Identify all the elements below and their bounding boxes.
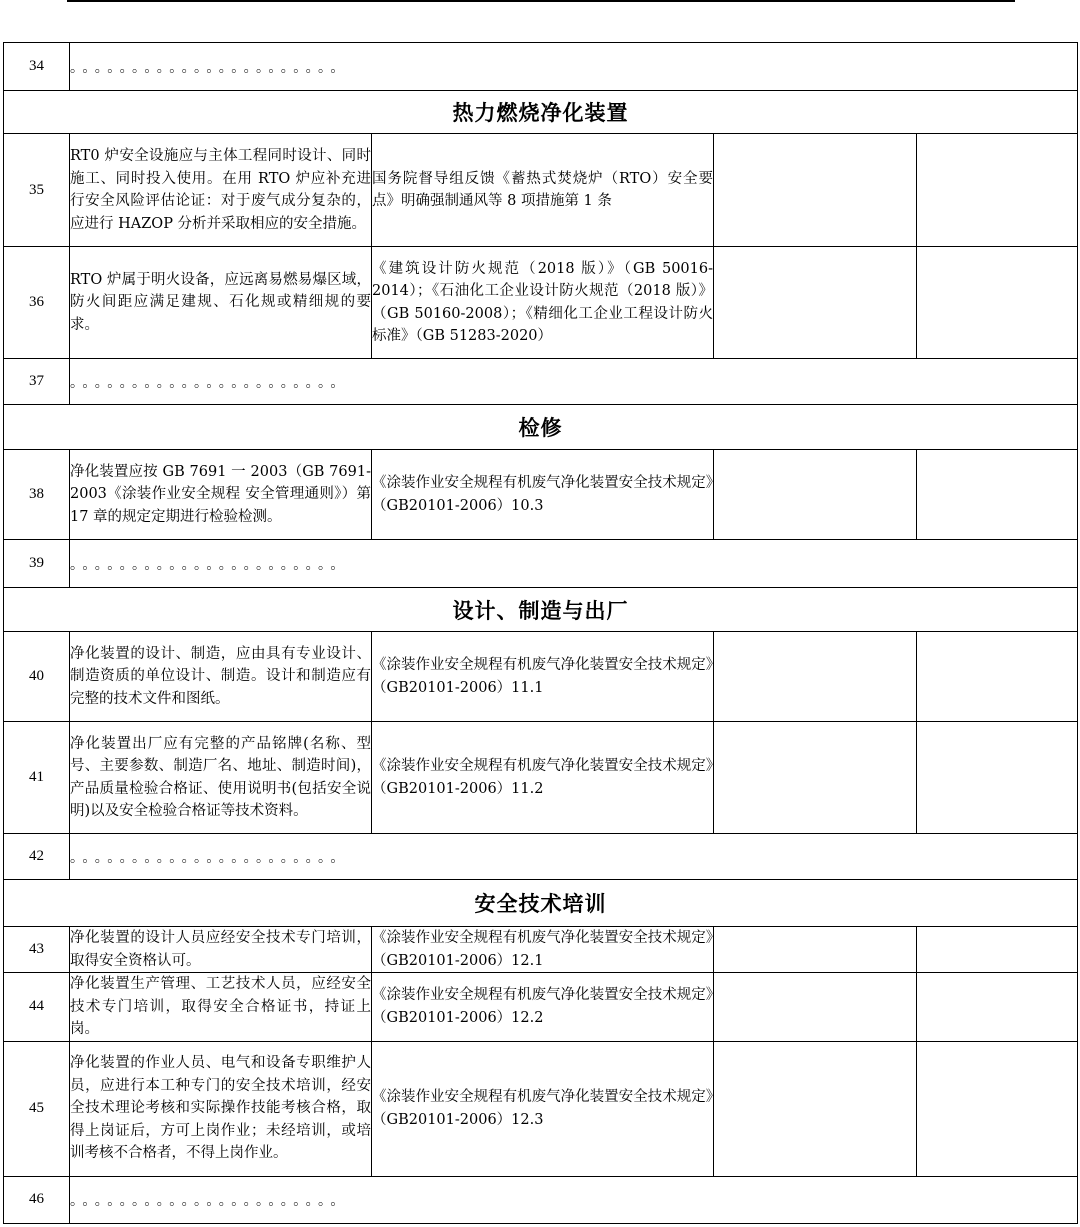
blank-cell bbox=[917, 1041, 1078, 1176]
section-title: 安全技术培训 bbox=[4, 880, 1078, 927]
blank-cell bbox=[714, 247, 917, 359]
row-number: 42 bbox=[4, 834, 70, 880]
table-row bbox=[4, 1176, 1078, 1223]
table-row bbox=[4, 359, 1078, 405]
blank-cell bbox=[714, 450, 917, 540]
requirement-cell: RT0 炉安全设施应与主体工程同时设计、同时施工、同时投入使用。在用 RTO 炉应补充进行安全风险评估论证：对于废气成分复杂的，应进行 HAZOP 分析并采取相应的安全措施。 bbox=[70, 134, 372, 247]
section-title: 热力燃烧净化装置 bbox=[4, 91, 1078, 134]
table-row bbox=[4, 247, 1078, 359]
blank-cell bbox=[917, 927, 1078, 973]
blank-cell bbox=[714, 632, 917, 722]
table-row bbox=[4, 632, 1078, 722]
blank-cell bbox=[917, 450, 1078, 540]
row-number: 44 bbox=[4, 973, 70, 1042]
blank-cell bbox=[714, 973, 917, 1042]
table-row bbox=[4, 43, 1078, 91]
row-number: 46 bbox=[4, 1176, 70, 1223]
ellipsis-row-text: 。。。。。。。。。。。。。。。。。。。。。。 bbox=[70, 540, 1078, 588]
requirement-cell: 净化装置的设计、制造，应由具有专业设计、制造资质的单位设计、制造。设计和制造应有完整的技术文件和图纸。 bbox=[70, 632, 372, 722]
basis-cell: 《涂装作业安全规程有机废气净化装置安全技术规定》（GB20101-2006）10.3 bbox=[372, 450, 714, 540]
row-number: 37 bbox=[4, 359, 70, 405]
ellipsis-row-text: 。。。。。。。。。。。。。。。。。。。。。。 bbox=[70, 834, 1078, 880]
requirement-cell: 净化装置的设计人员应经安全技术专门培训，取得安全资格认可。 bbox=[70, 927, 372, 973]
basis-cell: 《涂装作业安全规程有机废气净化装置安全技术规定》（GB20101-2006）12.1 bbox=[372, 927, 714, 973]
section-header-row bbox=[4, 91, 1078, 134]
ellipsis-row-text: 。。。。。。。。。。。。。。。。。。。。。。 bbox=[70, 359, 1078, 405]
blank-cell bbox=[917, 722, 1078, 834]
section-header-row bbox=[4, 880, 1078, 927]
basis-cell: 《涂装作业安全规程有机废气净化装置安全技术规定》（GB20101-2006）11.2 bbox=[372, 722, 714, 834]
header-rule bbox=[67, 0, 1015, 2]
table-row bbox=[4, 1041, 1078, 1176]
ellipsis-row-text: 。。。。。。。。。。。。。。。。。。。。。。 bbox=[70, 43, 1078, 91]
inspection-table bbox=[3, 42, 1078, 1224]
ellipsis-row-text: 。。。。。。。。。。。。。。。。。。。。。。 bbox=[70, 1176, 1078, 1223]
blank-cell bbox=[714, 1041, 917, 1176]
row-number: 35 bbox=[4, 134, 70, 247]
blank-cell bbox=[714, 927, 917, 973]
blank-cell bbox=[917, 632, 1078, 722]
row-number: 45 bbox=[4, 1041, 70, 1176]
basis-cell: 《建筑设计防火规范（2018 版）》（GB 50016-2014）；《石油化工企业设计防火规范（2018 版）》（GB 50160-2008）；《精细化工企业工程设计防火标准》（GB 51283-2020） bbox=[372, 247, 714, 359]
section-header-row bbox=[4, 405, 1078, 450]
table-row bbox=[4, 450, 1078, 540]
basis-cell: 《涂装作业安全规程有机废气净化装置安全技术规定》（GB20101-2006）12.3 bbox=[372, 1041, 714, 1176]
table-row bbox=[4, 722, 1078, 834]
basis-cell: 《涂装作业安全规程有机废气净化装置安全技术规定》（GB20101-2006）12.2 bbox=[372, 973, 714, 1042]
basis-cell: 《涂装作业安全规程有机废气净化装置安全技术规定》（GB20101-2006）11.1 bbox=[372, 632, 714, 722]
table-row bbox=[4, 540, 1078, 588]
table-row bbox=[4, 834, 1078, 880]
blank-cell bbox=[714, 134, 917, 247]
row-number: 43 bbox=[4, 927, 70, 973]
row-number: 34 bbox=[4, 43, 70, 91]
blank-cell bbox=[917, 247, 1078, 359]
basis-cell: 国务院督导组反馈《蓄热式焚烧炉（RTO）安全要点》明确强制通风等 8 项措施第 1 条 bbox=[372, 134, 714, 247]
section-header-row bbox=[4, 588, 1078, 632]
section-title: 设计、制造与出厂 bbox=[4, 588, 1078, 632]
row-number: 38 bbox=[4, 450, 70, 540]
blank-cell bbox=[714, 722, 917, 834]
blank-cell bbox=[917, 973, 1078, 1042]
requirement-cell: 净化装置出厂应有完整的产品铭牌(名称、型号、主要参数、制造厂名、地址、制造时间)，产品质量检验合格证、使用说明书(包括安全说明)以及安全检验合格证等技术资料。 bbox=[70, 722, 372, 834]
requirement-cell: 净化装置生产管理、工艺技术人员，应经安全技术专门培训，取得安全合格证书，持证上岗。 bbox=[70, 973, 372, 1042]
row-number: 41 bbox=[4, 722, 70, 834]
requirement-cell: 净化装置的作业人员、电气和设备专职维护人员，应进行本工种专门的安全技术培训，经安全技术理论考核和实际操作技能考核合格，取得上岗证后，方可上岗作业；未经培训，或培训考核不合格者，不得上岗作业。 bbox=[70, 1041, 372, 1176]
section-title: 检修 bbox=[4, 405, 1078, 450]
row-number: 39 bbox=[4, 540, 70, 588]
requirement-cell: 净化装置应按 GB 7691 一 2003（GB 7691-2003《涂装作业安全规程 安全管理通则》）第 17 章的规定定期进行检验检测。 bbox=[70, 450, 372, 540]
row-number: 40 bbox=[4, 632, 70, 722]
row-number: 36 bbox=[4, 247, 70, 359]
table-row bbox=[4, 973, 1078, 1042]
table-row bbox=[4, 927, 1078, 973]
requirement-cell: RTO 炉属于明火设备，应远离易燃易爆区域，防火间距应满足建规、石化规或精细规的要求。 bbox=[70, 247, 372, 359]
blank-cell bbox=[917, 134, 1078, 247]
table-row bbox=[4, 134, 1078, 247]
